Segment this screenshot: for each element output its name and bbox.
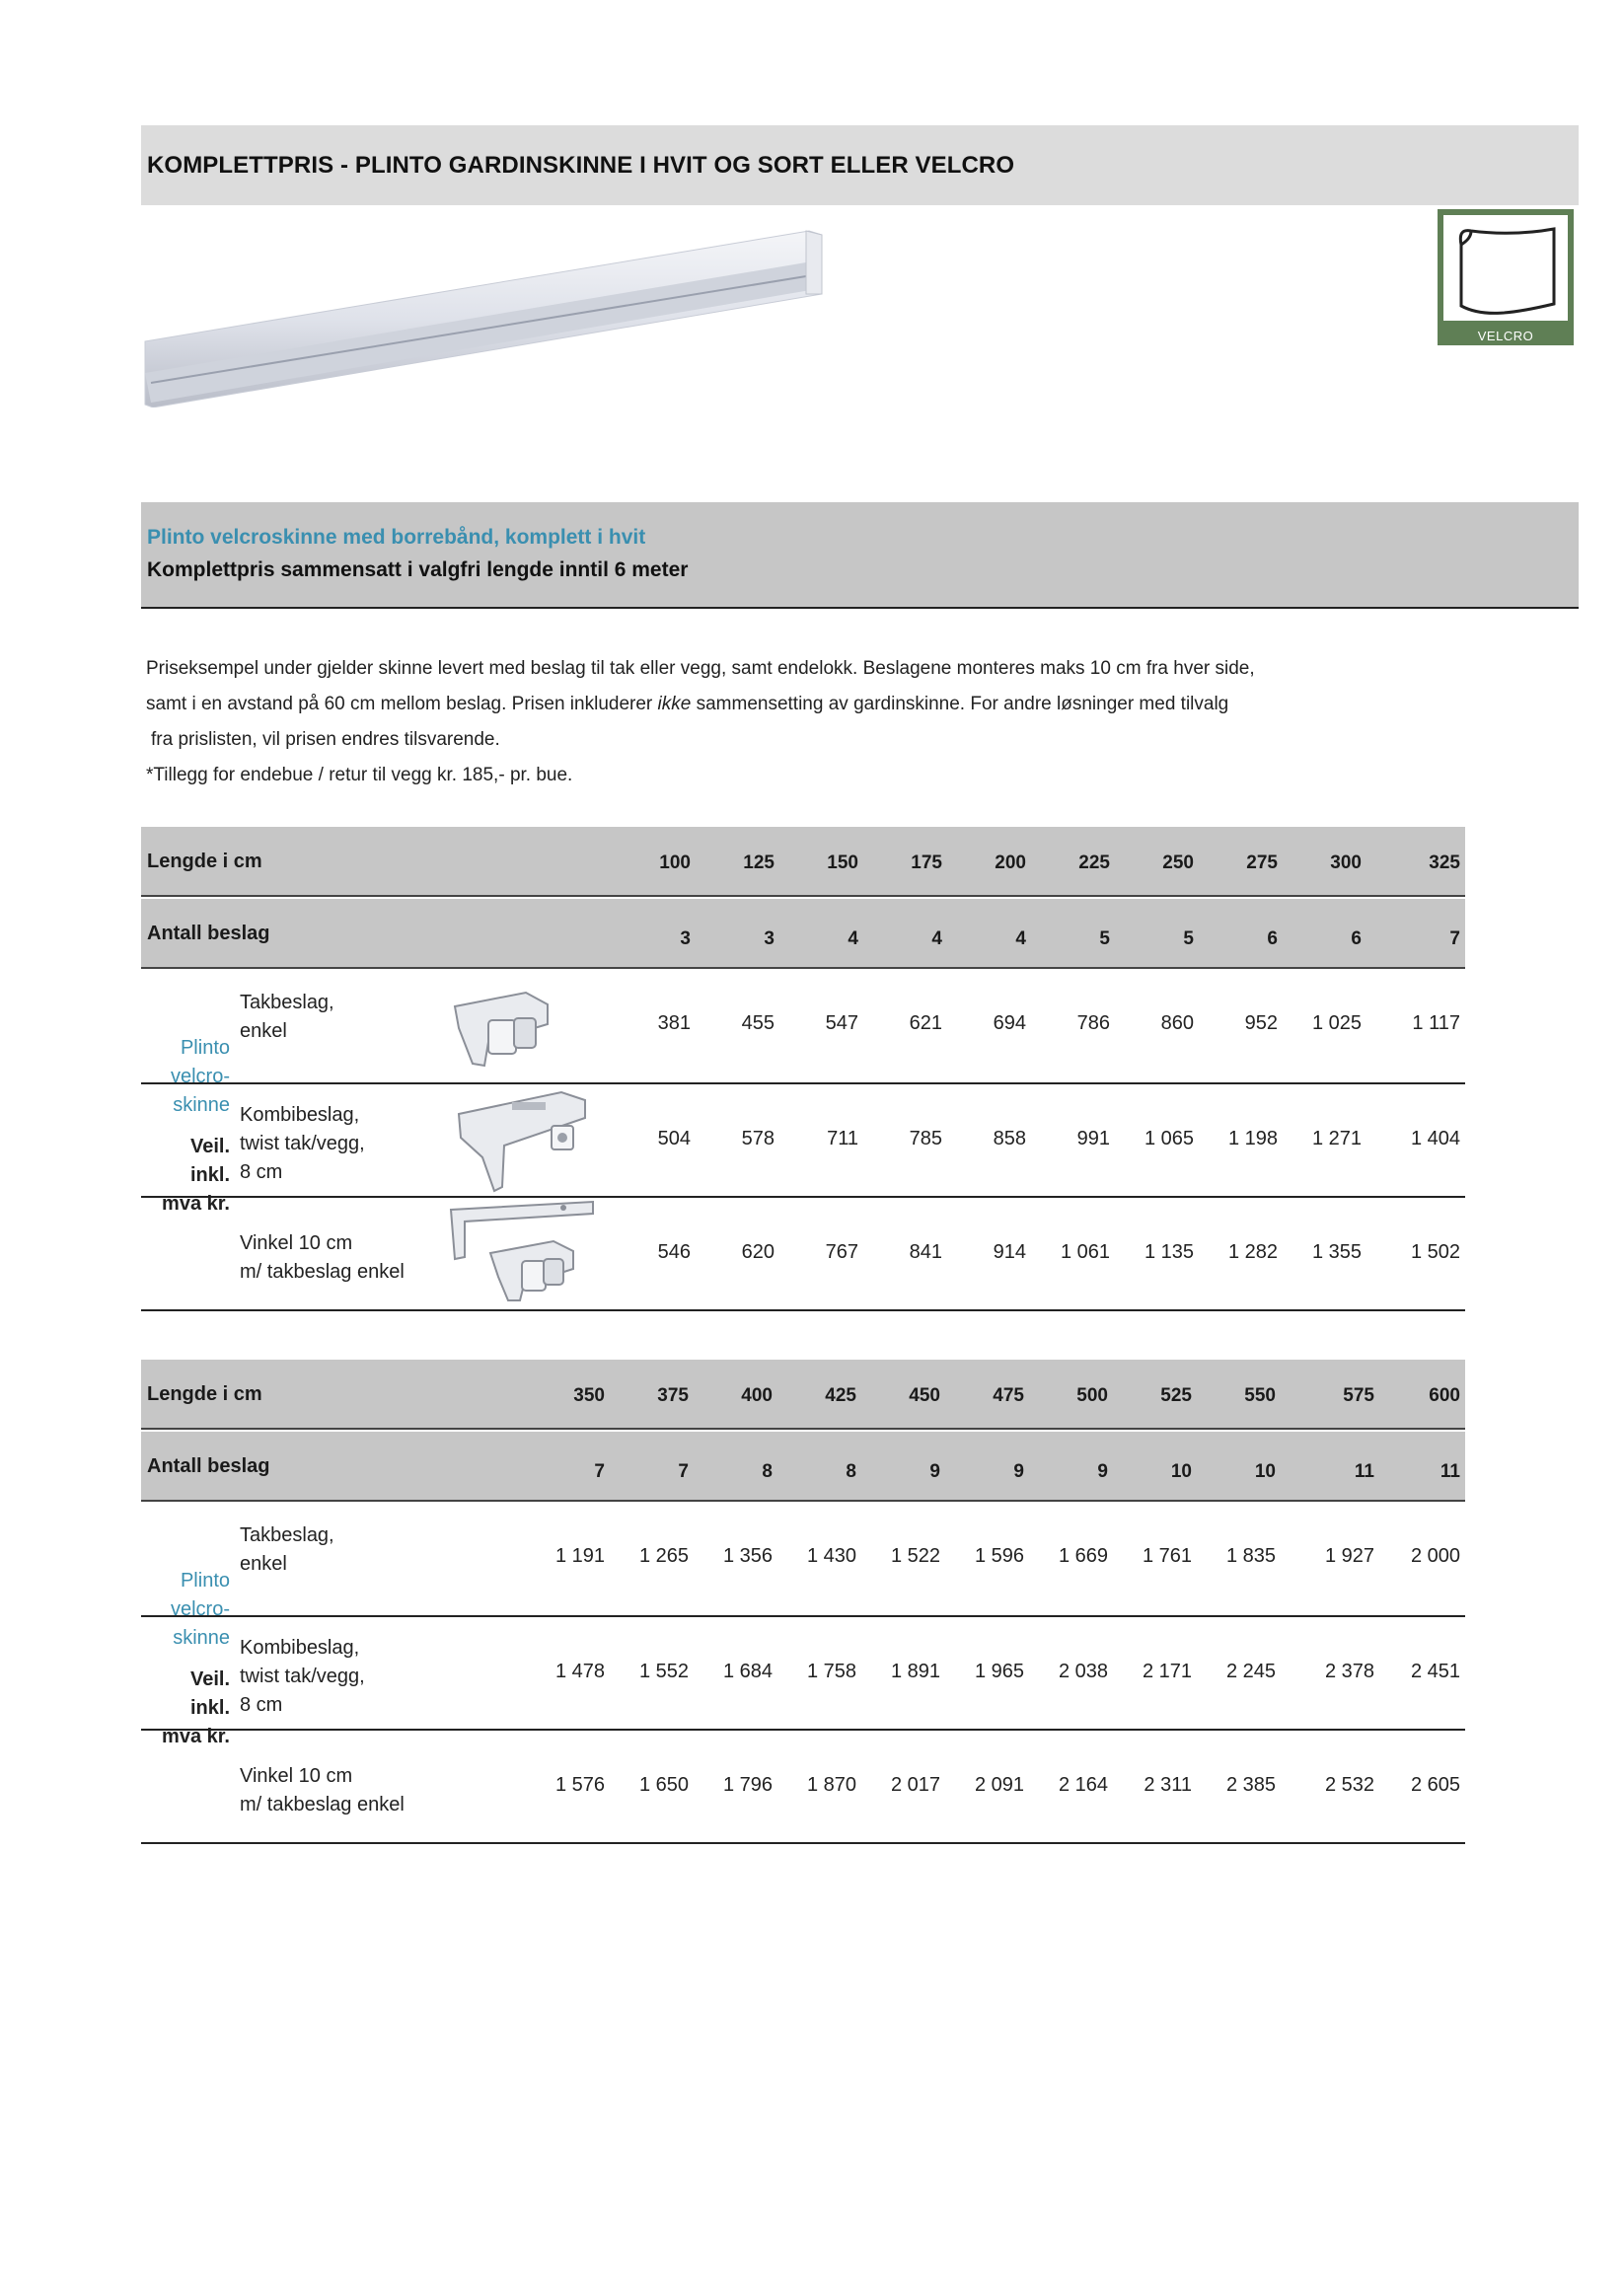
length-cell: 550 <box>1244 1385 1276 1406</box>
price-cell: 1 191 <box>554 1545 605 1567</box>
side-label <box>141 1034 230 1219</box>
price-cell: 1 282 <box>1227 1241 1278 1263</box>
price-cell: 1 502 <box>1410 1241 1460 1263</box>
side-label-product-3: skinne <box>173 1094 230 1116</box>
count-cell: 3 <box>680 928 691 949</box>
length-cell: 250 <box>1162 852 1194 873</box>
price-cell: 786 <box>1076 1012 1110 1034</box>
side-label <box>141 1567 230 1751</box>
price-cell: 1 927 <box>1324 1545 1374 1567</box>
price-cell: 2 532 <box>1324 1774 1374 1796</box>
length-label: Lengde i cm <box>147 851 262 872</box>
length-cell: 275 <box>1246 852 1278 873</box>
price-cell: 2 378 <box>1324 1661 1374 1682</box>
price-cell: 1 552 <box>638 1661 689 1682</box>
row-name <box>240 1229 405 1287</box>
row-name-line: Vinkel 10 cm <box>240 1765 353 1787</box>
length-cell: 150 <box>827 852 858 873</box>
count-cell: 4 <box>1015 928 1026 949</box>
row-name-line: Kombibeslag, <box>240 1637 360 1659</box>
price-cell: 1 061 <box>1060 1241 1110 1263</box>
count-cell: 9 <box>1097 1461 1108 1482</box>
count-cell: 7 <box>594 1461 605 1482</box>
row-name <box>240 1521 334 1579</box>
row-name-line: enkel <box>240 1020 287 1042</box>
count-cell: 7 <box>1449 928 1460 949</box>
count-cell: 8 <box>762 1461 773 1482</box>
side-label-product-2: velcro- <box>170 1066 230 1087</box>
description-line-1: Priseksempel under gjelder skinne levert med beslag til tak eller vegg, samt endelokk. Beslagene monteres maks 10 cm fra hver side, <box>146 658 1255 679</box>
count-cell: 6 <box>1267 928 1278 949</box>
count-row <box>141 899 1465 969</box>
price-table-1 <box>141 827 1465 1315</box>
price-cell: 841 <box>909 1241 942 1263</box>
side-label-product-1: Plinto <box>180 1037 230 1059</box>
description-line-4: *Tillegg for endebue / retur til vegg kr. 185,- pr. bue. <box>146 765 573 785</box>
length-cell: 425 <box>825 1385 856 1406</box>
row-name-line: m/ takbeslag enkel <box>240 1261 405 1283</box>
row-name <box>240 989 334 1046</box>
price-cell: 2 451 <box>1410 1661 1460 1682</box>
velcro-badge <box>1438 209 1574 345</box>
count-cell: 4 <box>848 928 858 949</box>
side-label-price-3: mva kr. <box>162 1726 230 1747</box>
price-cell: 711 <box>827 1128 858 1149</box>
count-cell: 5 <box>1183 928 1194 949</box>
side-label-product-1: Plinto <box>180 1570 230 1592</box>
price-row-kombibeslag <box>141 1617 1465 1731</box>
count-row <box>141 1432 1465 1502</box>
price-cell: 1 965 <box>974 1661 1024 1682</box>
price-cell: 991 <box>1076 1128 1110 1149</box>
price-cell: 1 430 <box>806 1545 856 1567</box>
price-cell: 1 025 <box>1311 1012 1362 1034</box>
side-label-price-1: Veil. <box>189 1668 230 1690</box>
price-cell: 694 <box>993 1012 1026 1034</box>
price-row-vinkel <box>141 1198 1465 1311</box>
side-label-price-2: inkl. <box>189 1697 230 1719</box>
section-subtitle: Plinto velcroskinne med borrebånd, komplett i hvit <box>147 526 646 549</box>
length-cell: 350 <box>573 1385 605 1406</box>
price-cell: 1 265 <box>638 1545 689 1567</box>
section-header <box>141 502 1579 609</box>
section-heading: Komplettpris sammensatt i valgfri lengde inntil 6 meter <box>147 558 689 581</box>
price-cell: 1 135 <box>1144 1241 1194 1263</box>
count-cell: 7 <box>678 1461 689 1482</box>
row-name-line: twist tak/vegg, <box>240 1666 365 1687</box>
length-cell: 450 <box>909 1385 940 1406</box>
price-cell: 1 835 <box>1225 1545 1276 1567</box>
price-cell: 2 605 <box>1410 1774 1460 1796</box>
row-name <box>240 1101 365 1187</box>
count-cell: 5 <box>1099 928 1110 949</box>
length-cell: 600 <box>1429 1385 1460 1406</box>
row-name <box>240 1762 405 1819</box>
length-cell: 400 <box>741 1385 773 1406</box>
price-cell: 1 684 <box>722 1661 773 1682</box>
angle-bracket-icon <box>445 1198 603 1306</box>
price-cell: 1 271 <box>1311 1128 1362 1149</box>
price-cell: 1 758 <box>806 1661 856 1682</box>
price-cell: 1 870 <box>806 1774 856 1796</box>
length-row <box>141 1360 1465 1430</box>
count-cell: 9 <box>929 1461 940 1482</box>
length-cell: 475 <box>993 1385 1024 1406</box>
count-cell: 6 <box>1351 928 1362 949</box>
price-cell: 2 171 <box>1142 1661 1192 1682</box>
row-name-line: Takbeslag, <box>240 992 334 1013</box>
combi-bracket-icon <box>453 1088 601 1195</box>
price-row-kombibeslag <box>141 1084 1465 1198</box>
price-cell: 620 <box>741 1241 775 1263</box>
price-cell: 547 <box>825 1012 858 1034</box>
price-cell: 1 576 <box>554 1774 605 1796</box>
length-cell: 175 <box>911 852 942 873</box>
price-cell: 455 <box>741 1012 775 1034</box>
length-cell: 525 <box>1160 1385 1192 1406</box>
length-row <box>141 827 1465 897</box>
price-row-takbeslag <box>141 1504 1465 1617</box>
price-cell: 2 000 <box>1410 1545 1460 1567</box>
price-cell: 858 <box>993 1128 1026 1149</box>
length-cell: 125 <box>743 852 775 873</box>
price-cell: 1 596 <box>974 1545 1024 1567</box>
price-cell: 2 091 <box>974 1774 1024 1796</box>
price-cell: 1 404 <box>1410 1128 1460 1149</box>
count-cell: 10 <box>1170 1461 1192 1482</box>
length-cell: 375 <box>657 1385 689 1406</box>
count-label: Antall beslag <box>147 923 270 944</box>
price-cell: 914 <box>993 1241 1026 1263</box>
velcro-curtain-icon <box>1443 215 1568 321</box>
price-row-vinkel <box>141 1731 1465 1844</box>
count-cell: 11 <box>1354 1461 1374 1482</box>
price-cell: 1 796 <box>722 1774 773 1796</box>
row-name-line: 8 cm <box>240 1161 283 1183</box>
price-cell: 2 385 <box>1225 1774 1276 1796</box>
side-label-price-1: Veil. <box>189 1136 230 1157</box>
price-cell: 1 761 <box>1142 1545 1192 1567</box>
page-title-bar <box>141 125 1579 205</box>
row-name-line: Vinkel 10 cm <box>240 1232 353 1254</box>
price-cell: 578 <box>741 1128 775 1149</box>
ceiling-bracket-icon <box>449 985 557 1074</box>
length-cell: 100 <box>659 852 691 873</box>
row-name-line: Kombibeslag, <box>240 1104 360 1126</box>
length-cell: 200 <box>995 852 1026 873</box>
price-cell: 2 038 <box>1058 1661 1108 1682</box>
price-cell: 1 478 <box>554 1661 605 1682</box>
count-label: Antall beslag <box>147 1455 270 1477</box>
price-cell: 381 <box>657 1012 691 1034</box>
row-name-line: enkel <box>240 1553 287 1575</box>
price-cell: 1 891 <box>890 1661 940 1682</box>
price-cell: 1 356 <box>722 1545 773 1567</box>
price-cell: 1 065 <box>1144 1128 1194 1149</box>
price-table-2 <box>141 1360 1465 1848</box>
count-cell: 4 <box>931 928 942 949</box>
length-cell: 500 <box>1076 1385 1108 1406</box>
price-cell: 2 311 <box>1144 1774 1192 1796</box>
side-label-price-3: mva kr. <box>162 1193 230 1215</box>
price-cell: 860 <box>1160 1012 1194 1034</box>
length-cell: 575 <box>1343 1385 1374 1406</box>
curtain-rail-image <box>143 225 824 407</box>
price-cell: 1 355 <box>1311 1241 1362 1263</box>
price-cell: 504 <box>657 1128 691 1149</box>
side-label-price-2: inkl. <box>189 1164 230 1186</box>
side-label-product-3: skinne <box>173 1627 230 1649</box>
price-cell: 2 164 <box>1058 1774 1108 1796</box>
length-cell: 300 <box>1330 852 1362 873</box>
row-name-line: Takbeslag, <box>240 1524 334 1546</box>
price-cell: 952 <box>1244 1012 1278 1034</box>
length-label: Lengde i cm <box>147 1383 262 1405</box>
row-name <box>240 1634 365 1720</box>
row-name-line: m/ takbeslag enkel <box>240 1794 405 1815</box>
price-cell: 1 117 <box>1412 1012 1460 1034</box>
price-cell: 1 669 <box>1058 1545 1108 1567</box>
description-text <box>146 651 1557 793</box>
price-cell: 1 522 <box>890 1545 940 1567</box>
count-cell: 8 <box>846 1461 856 1482</box>
page-title: KOMPLETTPRIS - PLINTO GARDINSKINNE I HVIT OG SORT ELLER VELCRO <box>147 151 1015 179</box>
price-cell: 546 <box>657 1241 691 1263</box>
length-cell: 325 <box>1429 852 1460 873</box>
row-name-line: twist tak/vegg, <box>240 1133 365 1154</box>
velcro-badge-label: VELCRO <box>1477 329 1534 343</box>
price-cell: 767 <box>825 1241 858 1263</box>
price-cell: 2 245 <box>1225 1661 1276 1682</box>
description-line-2: samt i en avstand på 60 cm mellom beslag. Prisen inkluderer ikke sammensetting av gardinskinne. For andre løsninger med tilvalg <box>146 694 1229 714</box>
side-label-product-2: velcro- <box>170 1598 230 1620</box>
count-cell: 3 <box>764 928 775 949</box>
price-cell: 1 198 <box>1227 1128 1278 1149</box>
count-cell: 11 <box>1439 1461 1460 1482</box>
price-row-takbeslag <box>141 971 1465 1084</box>
price-cell: 621 <box>909 1012 942 1034</box>
price-cell: 1 650 <box>638 1774 689 1796</box>
count-cell: 10 <box>1254 1461 1276 1482</box>
row-name-line: 8 cm <box>240 1694 283 1716</box>
count-cell: 9 <box>1013 1461 1024 1482</box>
description-line-3: fra prislisten, vil prisen endres tilsvarende. <box>151 729 500 750</box>
price-cell: 785 <box>909 1128 942 1149</box>
length-cell: 225 <box>1078 852 1110 873</box>
price-cell: 2 017 <box>890 1774 940 1796</box>
